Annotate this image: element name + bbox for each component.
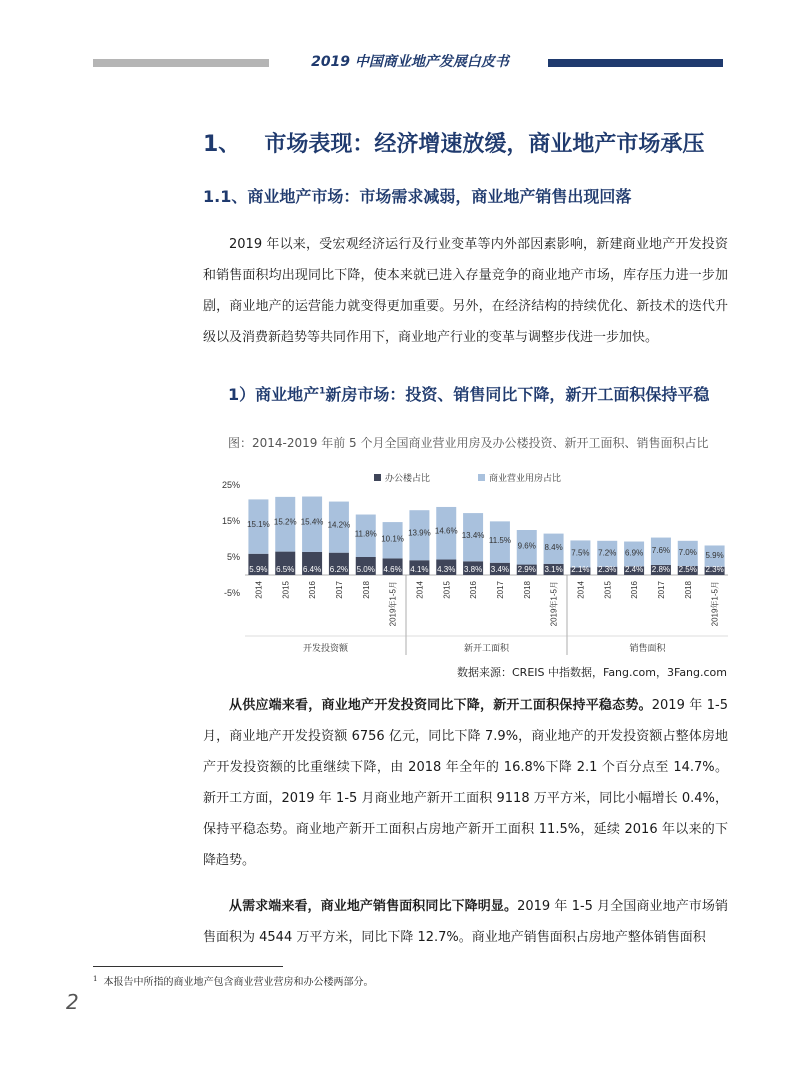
footnote-ref: 1 xyxy=(319,386,326,397)
legend-swatch-commercial xyxy=(478,474,485,481)
data-label-office: 5.9% xyxy=(249,565,268,574)
subsection-heading: 1.1、商业地产市场：市场需求减弱，商业地产销售出现回落 xyxy=(203,187,632,206)
data-label-commercial: 6.9% xyxy=(624,548,644,558)
x-tick-label: 2018 xyxy=(683,581,693,599)
data-label-office: 6.4% xyxy=(302,565,322,574)
data-label-commercial: 8.4% xyxy=(544,543,563,553)
intro-paragraph xyxy=(203,229,728,353)
data-label-office: 2.1% xyxy=(571,565,590,574)
x-tick-label: 2017 xyxy=(334,581,344,599)
data-label-office: 2.3% xyxy=(705,565,724,574)
sub-heading-post: 新房市场：投资、销售同比下降，新开工面积保持平稳 xyxy=(325,385,710,404)
x-tick-label: 2014 xyxy=(576,581,586,599)
x-tick-label: 2015 xyxy=(281,581,291,599)
data-label-commercial: 7.5% xyxy=(571,548,590,558)
x-tick-label: 2015 xyxy=(442,581,452,599)
supply-body: 2019 年 1-5 月，商业地产开发投资额 6756 亿元，同比下降 7.9%，商业地产的开发投资额占整体房地产开发投资额的比重继续下降，由 2018 年全年的 16.8%下降 2.1 个百分点至 14.7%。新开工方面，2019 年 1-5 月商业地产新开工面积 9118 万平方米，同比小幅增长 0.4%，保持平稳态势。商业地产新开工面积占房地产新开工面积 11.5%，延续 2016 年以来的下降趋势。 xyxy=(203,698,728,868)
data-label-office: 6.2% xyxy=(329,565,349,574)
data-label-office: 3.1% xyxy=(544,565,563,574)
group-label: 销售面积 xyxy=(629,643,666,653)
section-number: 1、 xyxy=(203,132,241,157)
data-label-office: 2.4% xyxy=(624,565,644,574)
y-tick-label: 15% xyxy=(221,516,240,526)
data-label-commercial: 7.2% xyxy=(598,548,617,558)
x-tick-label: 2019年1-5月 xyxy=(710,581,720,627)
data-label-office: 3.8% xyxy=(463,565,483,574)
group-label: 开发投资额 xyxy=(302,643,349,653)
x-tick-label: 2018 xyxy=(522,581,532,599)
section-title: 市场表现：经济增速放缓，商业地产市场承压 xyxy=(264,132,705,157)
data-label-commercial: 7.6% xyxy=(651,545,671,555)
demand-lead: 从需求端来看，商业地产销售面积同比下降明显。 xyxy=(229,899,518,914)
page-number: 2 xyxy=(66,990,79,1014)
x-tick-label: 2016 xyxy=(469,581,479,599)
data-label-commercial: 13.4% xyxy=(461,530,485,540)
group-label: 新开工面积 xyxy=(463,643,510,653)
data-label-commercial: 15.4% xyxy=(300,517,324,527)
data-label-office: 4.1% xyxy=(410,565,429,574)
intro-paragraph-text: 2019 年以来，受宏观经济运行及行业变革等内外部因素影响，新建商业地产开发投资和销售面积均出现同比下降，使本来就已进入存量竞争的商业地产市场，库存压力进一步加剧，商业地产的运营能力就变得更加重要。另外，在经济结构的持续优化、新技术的迭代升级以及消费新趋势等共同作用下，商业地产行业的变革与调整步伐进一步加快。 xyxy=(203,237,728,345)
x-tick-label: 2017 xyxy=(495,581,505,599)
x-tick-label: 2019年1-5月 xyxy=(549,581,559,627)
x-tick-label: 2014 xyxy=(415,581,425,599)
header-bar-right xyxy=(548,59,723,67)
data-label-commercial: 14.2% xyxy=(327,520,351,530)
data-label-commercial: 13.9% xyxy=(408,528,431,538)
legend-swatch-office xyxy=(374,474,381,481)
data-label-commercial: 10.1% xyxy=(381,534,404,544)
demand-paragraph xyxy=(203,891,728,953)
x-tick-label: 2016 xyxy=(308,581,318,599)
sub-heading-pre: 1）商业地产 xyxy=(228,385,320,404)
x-tick-label: 2017 xyxy=(656,581,666,599)
data-label-office: 2.9% xyxy=(517,565,536,574)
data-label-office: 3.4% xyxy=(490,565,510,574)
data-label-office: 2.5% xyxy=(678,565,697,574)
footnote-mark: 1 xyxy=(93,974,98,983)
demand-body: 2019 年 1-5 月全国商业地产市场销售面积为 4544 万平方米，同比下降 12.7%。商业地产销售面积占房地产整体销售面积 xyxy=(203,899,728,945)
x-tick-label: 2019年1-5月 xyxy=(388,581,398,627)
data-label-office: 2.8% xyxy=(651,565,671,574)
chart-title: 图：2014-2019 年前 5 个月全国商业营业用房及办公楼投资、新开工面积、销售面积占比 xyxy=(228,436,709,450)
data-label-commercial: 7.0% xyxy=(678,548,697,558)
header-title: 2019 中国商业地产发展白皮书 xyxy=(311,54,509,70)
data-label-office: 5.0% xyxy=(356,565,375,574)
data-label-commercial: 14.6% xyxy=(434,526,458,536)
stacked-bar-chart xyxy=(200,460,730,660)
x-tick-label: 2018 xyxy=(361,581,371,599)
x-tick-label: 2016 xyxy=(630,581,640,599)
footnote-text: 本报告中所指的商业地产包含商业营业营房和办公楼两部分。 xyxy=(103,977,374,988)
y-tick-label: 25% xyxy=(221,480,240,490)
legend-label-commercial: 商业营业用房占比 xyxy=(489,473,562,483)
supply-lead: 从供应端来看，商业地产开发投资同比下降，新开工面积保持平稳态势。 xyxy=(229,698,652,713)
legend-label-office: 办公楼占比 xyxy=(385,473,431,483)
section-heading xyxy=(203,127,704,158)
footnote xyxy=(93,973,373,988)
data-label-office: 2.3% xyxy=(598,565,617,574)
data-label-commercial: 5.9% xyxy=(705,551,724,561)
footnote-rule xyxy=(93,966,283,967)
header-bar-left xyxy=(93,59,269,67)
data-label-office: 4.3% xyxy=(437,565,456,574)
data-label-commercial: 15.2% xyxy=(273,517,297,527)
data-label-commercial: 11.8% xyxy=(354,529,377,539)
x-tick-label: 2014 xyxy=(254,581,264,599)
y-tick-label: 5% xyxy=(226,552,240,562)
data-label-office: 6.5% xyxy=(276,565,295,574)
y-tick-label: -5% xyxy=(223,588,240,598)
data-label-commercial: 11.5% xyxy=(488,535,511,545)
data-label-office: 4.6% xyxy=(383,565,402,574)
supply-paragraph xyxy=(203,690,728,876)
x-tick-label: 2015 xyxy=(603,581,613,599)
data-label-commercial: 15.1% xyxy=(247,519,270,529)
data-source: 数据来源：CREIS 中指数据，Fang.com，3Fang.com xyxy=(457,666,727,679)
data-label-commercial: 9.6% xyxy=(517,541,536,551)
sub-heading xyxy=(228,382,709,405)
